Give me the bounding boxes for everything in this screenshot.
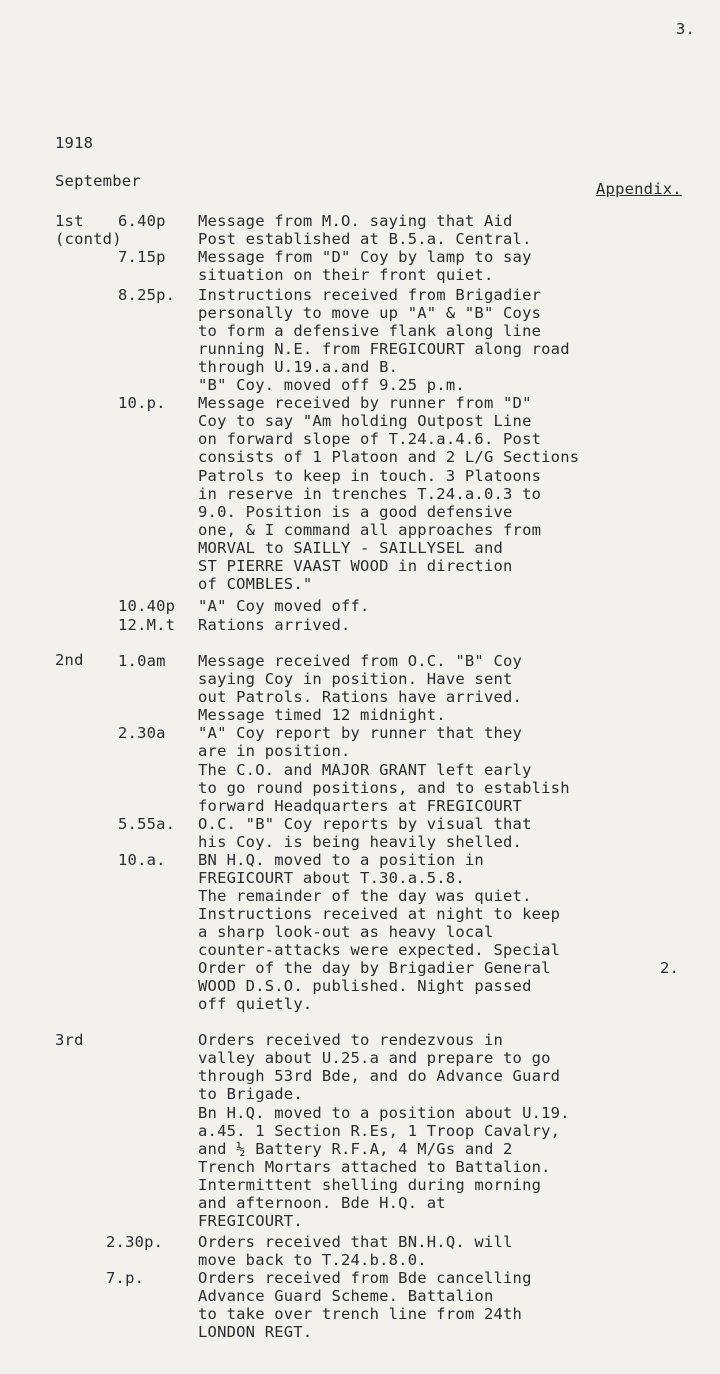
entry-line: "A" Coy report by runner that they — [198, 724, 523, 742]
entry-time: 5.55a. — [118, 815, 176, 833]
entry-line: Bn H.Q. moved to a position about U.19. — [198, 1104, 570, 1122]
month-heading: September — [55, 172, 141, 190]
entry-line: Message from "D" Coy by lamp to say — [198, 248, 532, 266]
entry-line: O.C. "B" Coy reports by visual that — [198, 815, 532, 833]
entry-line: Order of the day by Brigadier General — [198, 959, 551, 977]
entry-line: "A" Coy moved off. — [198, 597, 370, 615]
entry-line: a sharp look-out as heavy local — [198, 923, 494, 941]
entry-line: Trench Mortars attached to Battalion. — [198, 1158, 551, 1176]
day-label: 3rd — [55, 1031, 84, 1049]
entry-line: and afternoon. Bde H.Q. at — [198, 1194, 446, 1212]
entry-line: consists of 1 Platoon and 2 L/G Sections — [198, 448, 580, 466]
appendix-heading: Appendix. — [596, 180, 682, 198]
entry-line: one, & I command all approaches from — [198, 521, 542, 539]
entry-time: 10.40p — [118, 597, 176, 615]
entry-line: his Coy. is being heavily shelled. — [198, 833, 523, 851]
entry-line: "B" Coy. moved off 9.25 p.m. — [198, 376, 465, 394]
entry-line: to go round positions, and to establish — [198, 779, 570, 797]
entry-time: 10.a. — [118, 851, 166, 869]
entry-line: on forward slope of T.24.a.4.6. Post — [198, 430, 542, 448]
entry-line: are in position. — [198, 742, 351, 760]
day-label-contd: (contd) — [55, 230, 122, 248]
page-number: 3. — [676, 20, 696, 38]
entry-line: Coy to say "Am holding Outpost Line — [198, 412, 532, 430]
entry-line: 9.0. Position is a good defensive — [198, 503, 513, 521]
entry-line: Message timed 12 midnight. — [198, 706, 446, 724]
entry-time: 2.30p. — [106, 1233, 164, 1251]
entry-line: and ½ Battery R.F.A, 4 M/Gs and 2 — [198, 1140, 513, 1158]
appendix-reference: 2. — [660, 959, 680, 977]
entry-line: FREGICOURT about T.30.a.5.8. — [198, 869, 465, 887]
entry-line: Orders received to rendezvous in — [198, 1031, 504, 1049]
entry-line: Post established at B.5.a. Central. — [198, 230, 532, 248]
entry-line: a.45. 1 Section R.Es, 1 Troop Cavalry, — [198, 1122, 561, 1140]
entry-line: Instructions received at night to keep — [198, 905, 561, 923]
entry-line: of COMBLES." — [198, 575, 313, 593]
entry-line: to take over trench line from 24th — [198, 1305, 523, 1323]
entry-time: 12.M.t — [118, 616, 176, 634]
entry-time: 10.p. — [118, 394, 166, 412]
entry-line: situation on their front quiet. — [198, 266, 494, 284]
entry-line: The C.O. and MAJOR GRANT left early — [198, 761, 532, 779]
entry-time: 2.30a — [118, 724, 166, 742]
entry-line: out Patrols. Rations have arrived. — [198, 688, 523, 706]
entry-line: through 53rd Bde, and do Advance Guard — [198, 1067, 561, 1085]
entry-time: 7.15p — [118, 248, 166, 266]
entry-line: The remainder of the day was quiet. — [198, 887, 532, 905]
entry-line: Orders received that BN.H.Q. will — [198, 1233, 513, 1251]
day-label: 1st — [55, 212, 84, 230]
entry-line: Patrols to keep in touch. 3 Platoons — [198, 467, 542, 485]
entry-time: 1.0am — [118, 652, 166, 670]
entry-line: Instructions received from Brigadier — [198, 286, 542, 304]
entry-time: 8.25p. — [118, 286, 176, 304]
entry-time: 7.p. — [106, 1269, 145, 1287]
entry-time: 6.40p — [118, 212, 166, 230]
entry-line: to form a defensive flank along line — [198, 322, 542, 340]
year-heading: 1918 — [55, 134, 94, 152]
entry-line: move back to T.24.b.8.0. — [198, 1251, 427, 1269]
entry-line: LONDON REGT. — [198, 1323, 313, 1341]
day-label: 2nd — [55, 651, 84, 669]
entry-line: to Brigade. — [198, 1085, 303, 1103]
entry-line: off quietly. — [198, 995, 313, 1013]
entry-line: FREGICOURT. — [198, 1212, 303, 1230]
entry-line: personally to move up "A" & "B" Coys — [198, 304, 542, 322]
entry-line: saying Coy in position. Have sent — [198, 670, 513, 688]
entry-line: Rations arrived. — [198, 616, 351, 634]
entry-line: MORVAL to SAILLY - SAILLYSEL and — [198, 539, 504, 557]
entry-line: counter-attacks were expected. Special — [198, 941, 561, 959]
entry-line: Orders received from Bde cancelling — [198, 1269, 532, 1287]
entry-line: Message received by runner from "D" — [198, 394, 532, 412]
entry-line: Message from M.O. saying that Aid — [198, 212, 513, 230]
entry-line: Message received from O.C. "B" Coy — [198, 652, 523, 670]
entry-line: through U.19.a.and B. — [198, 358, 399, 376]
entry-line: valley about U.25.a and prepare to go — [198, 1049, 551, 1067]
entry-line: Intermittent shelling during morning — [198, 1176, 542, 1194]
entry-line: BN H.Q. moved to a position in — [198, 851, 484, 869]
entry-line: running N.E. from FREGICOURT along road — [198, 340, 570, 358]
entry-line: WOOD D.S.O. published. Night passed — [198, 977, 532, 995]
entry-line: Advance Guard Scheme. Battalion — [198, 1287, 494, 1305]
entry-line: ST PIERRE VAAST WOOD in direction — [198, 557, 513, 575]
entry-line: forward Headquarters at FREGICOURT — [198, 797, 523, 815]
entry-line: in reserve in trenches T.24.a.0.3 to — [198, 485, 542, 503]
